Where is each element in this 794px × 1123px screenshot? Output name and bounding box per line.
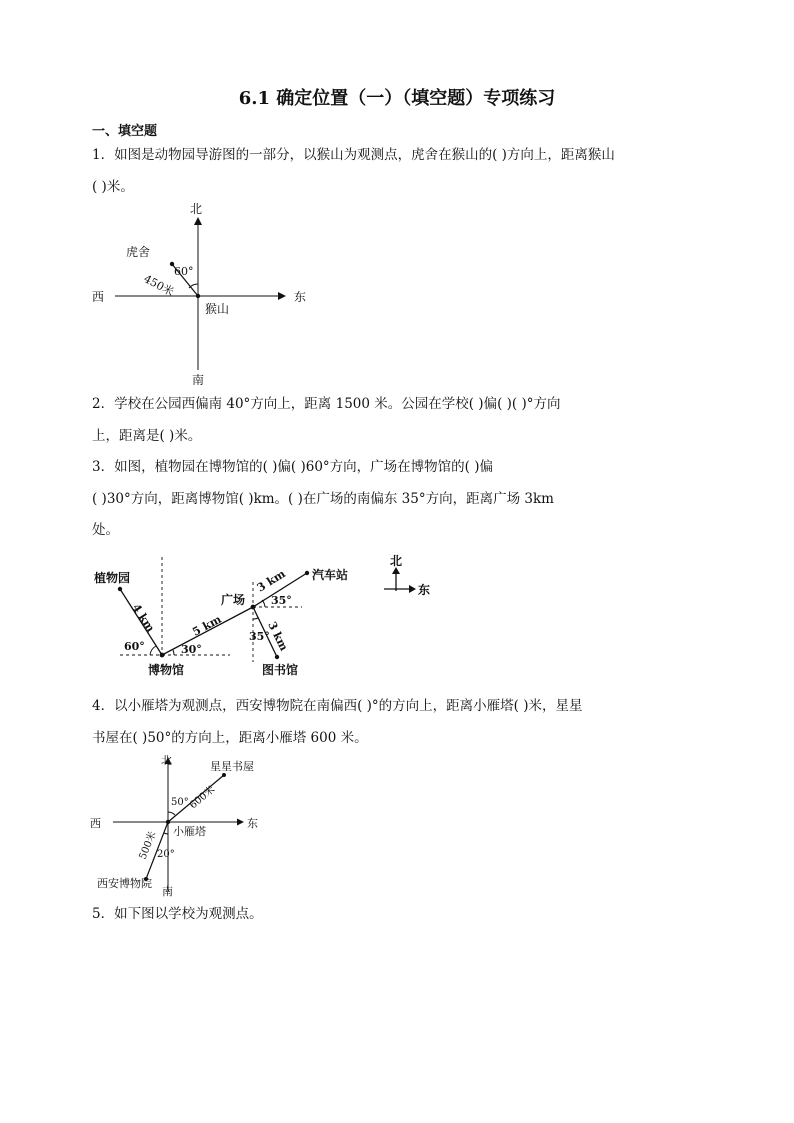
angle-20-label: 20° <box>157 849 175 860</box>
angle-60-label: 60° <box>124 640 145 653</box>
north-label: 北 <box>190 202 203 216</box>
zoo-label: 植物园 <box>94 571 131 585</box>
square-point <box>251 605 256 610</box>
distance-label: 450米 <box>141 272 176 299</box>
question-3-line-3: 处。 <box>92 522 119 538</box>
east-label: 东 <box>294 290 307 304</box>
page-title: 6.1 确定位置（一）（填空题）专项练习 <box>238 88 556 109</box>
bookstore-label: 星星书屋 <box>210 760 254 773</box>
arc-30 <box>173 650 174 655</box>
station-label: 汽车站 <box>312 568 349 582</box>
arc-35-bottom <box>253 618 258 619</box>
arc-20 <box>164 833 168 834</box>
monkey-hill-label: 猴山 <box>205 302 230 316</box>
angle-35-bottom-label: 35° <box>249 630 270 643</box>
monkey-hill-point <box>196 294 200 298</box>
south-label: 南 <box>192 373 205 387</box>
figure-museum-map <box>90 552 450 684</box>
angle-35-top-label: 35° <box>271 594 292 607</box>
question-3-line-2: ( )30°方向，距离博物馆( )km。( )在广场的南偏东 35°方向，距离广场 3km <box>92 491 554 507</box>
distance-500-label: 500米 <box>137 830 159 862</box>
distance-600-label: 600米 <box>187 784 218 812</box>
station-point <box>305 571 309 575</box>
section-heading: 一、填空题 <box>92 124 158 139</box>
question-2-line-1: 2．学校在公园西偏南 40°方向上，距离 1500 米。公园在学校( )偏( )( )°方向 <box>92 396 561 412</box>
museum-label: 博物馆 <box>148 663 185 677</box>
bookstore-point <box>222 773 226 777</box>
zoo-point <box>118 587 122 591</box>
angle-label: 60° <box>174 265 194 278</box>
library-label: 图书馆 <box>262 663 299 677</box>
pagoda-point <box>166 820 170 824</box>
angle-50-label: 50° <box>171 797 189 808</box>
compass-north-head <box>392 567 400 574</box>
question-1-line-2: ( )米。 <box>92 179 134 195</box>
distance-square: 5 km <box>190 612 224 639</box>
arc-50 <box>168 812 175 815</box>
distance-library: 3 km <box>265 619 291 653</box>
compass-east-head <box>409 585 416 593</box>
distance-zoo: 4 km <box>129 601 158 635</box>
question-3-line-1: 3．如图，植物园在博物馆的( )偏( )60°方向，广场在博物馆的( )偏 <box>92 459 493 475</box>
arc-60 <box>150 646 156 655</box>
north-label: 北 <box>161 754 172 767</box>
compass-north-label: 北 <box>390 554 403 568</box>
tiger-house-label: 虎舍 <box>126 245 151 259</box>
west-label: 西 <box>92 290 105 304</box>
question-1-line-1: 1．如图是动物园导游图的一部分，以猴山为观测点，虎舍在猴山的( )方向上，距离猴山 <box>92 147 615 163</box>
angle-30-label: 30° <box>181 643 202 656</box>
figure-zoo-map <box>85 198 325 390</box>
pagoda-label: 小雁塔 <box>173 825 206 838</box>
east-label: 东 <box>247 817 258 830</box>
question-5-line-1: 5．如下图以学校为观测点。 <box>92 906 263 922</box>
figure-pagoda-map <box>85 750 270 900</box>
question-2-line-2: 上，距离是( )米。 <box>92 428 202 444</box>
south-label: 南 <box>162 885 173 898</box>
compass-east-label: 东 <box>418 583 431 597</box>
museum-point <box>160 653 165 658</box>
library-point <box>275 655 279 659</box>
question-4-line-2: 书屋在( )50°的方向上，距离小雁塔 600 米。 <box>92 730 368 746</box>
question-4-line-1: 4．以小雁塔为观测点，西安博物院在南偏西( )°的方向上，距离小雁塔( )米，星星 <box>92 698 583 714</box>
museum-label: 西安博物院 <box>97 877 152 890</box>
square-label: 广场 <box>221 593 246 607</box>
distance-station: 3 km <box>254 567 288 595</box>
west-label: 西 <box>90 817 101 830</box>
